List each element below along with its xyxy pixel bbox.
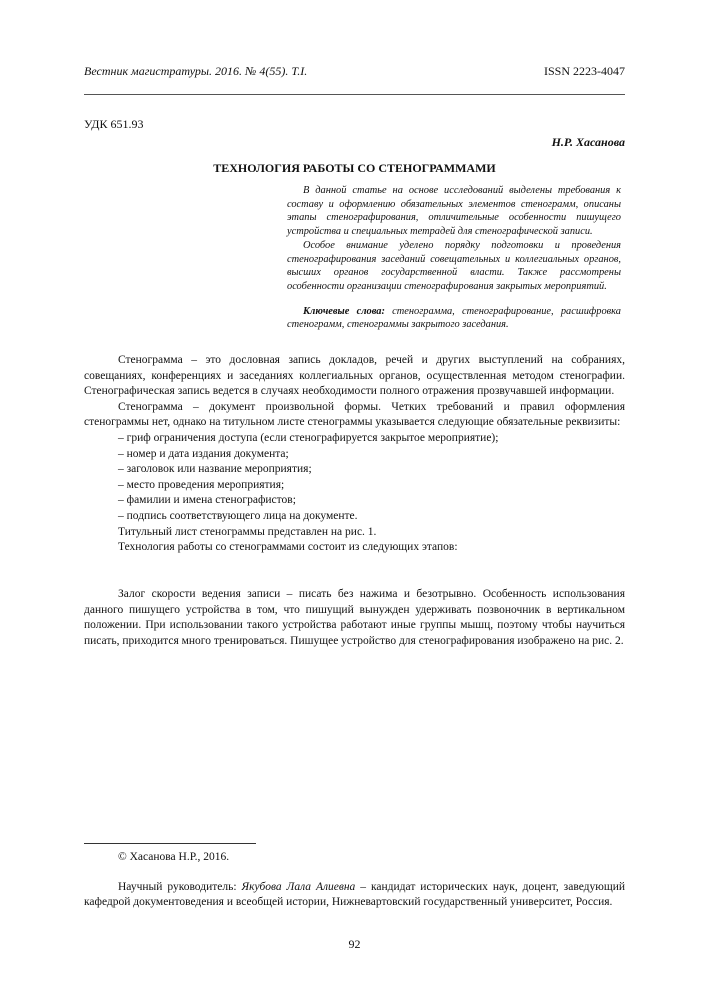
article-body <box>84 353 625 649</box>
advisor-name: Якубова Лала Алиевна <box>241 881 356 893</box>
body-paragraph: Стенограмма – это дословная запись докладов, речей и других выступлений на собраниях, совещаниях, конференциях и заседаниях коллегиальных органов, осуществленная методом стенографии. Стенографическая запись ведется в случаях необходимости полного отражения прозвучавшей информации. <box>84 354 625 398</box>
author-name: Н.Р. Хасанова <box>551 135 625 149</box>
body-paragraph <box>84 556 625 572</box>
keywords-list: стенограмма, стенографирование, расшифровка стенограмм, стенограммы закрытого заседания. <box>287 305 621 331</box>
header-rule <box>84 94 625 95</box>
footnote-rule <box>84 843 256 844</box>
udk-code: УДК 651.93 <box>84 117 144 131</box>
body-paragraph: Технология работы со стенограммами состоит из следующих этапов: <box>118 541 458 554</box>
abstract-paragraph-2: Особое внимание уделено порядку подготовки и проведения стенографирования заседаний совещательных и коллегиальных органов, высших органов государственной власти. Также рассмотрены особенности организации стенографирования закрытых мероприятий. <box>287 239 621 292</box>
list-item: – подпись соответствующего лица на документе. <box>118 509 358 522</box>
copyright-line: © Хасанова Н.Р., 2016. <box>118 851 230 863</box>
running-header <box>84 64 625 80</box>
journal-citation: Вестник магистратуры. 2016. № 4(55). Т.I. <box>84 64 308 78</box>
body-paragraph: Стенограмма – документ произвольной формы. Четких требований и правил оформления стенограммы нет, однако на титульном листе стенограммы указывается следующие обязательные реквизиты: <box>84 400 625 429</box>
article-title: ТЕХНОЛОГИЯ РАБОТЫ СО СТЕНОГРАММАМИ <box>213 161 496 175</box>
list-item: – заголовок или название мероприятия; <box>118 463 312 476</box>
body-paragraph: Титульный лист стенограммы представлен на рис. 1. <box>118 525 377 538</box>
advisor-label: Научный руководитель: <box>118 881 237 893</box>
advisor-details: – кандидат исторических наук, доцент, заведующий кафедрой документоведения и всеобщей истории, Нижневартовский государственный университет, Россия. <box>84 881 626 909</box>
body-paragraph: Залог скорости ведения записи – писать без нажима и безотрывно. Особенность использования данного пишущего устройства в том, что пишущий вынужден удерживать позвоночник в вертикальном положении. При использовании такого устройства работают иные группы мышц, поэтому чтобы научиться писать, приходится много тренироваться. Пишущее устройство для стенографирования изображено на рис. 2. <box>84 587 625 647</box>
list-item: – фамилии и имена стенографистов; <box>118 494 296 507</box>
page-number: 92 <box>348 937 361 951</box>
keywords-label: Ключевые слова: <box>303 305 385 317</box>
list-item: – место проведения мероприятия; <box>118 478 285 491</box>
list-item: – номер и дата издания документа; <box>118 447 289 460</box>
advisor-note <box>84 880 625 911</box>
list-item: – гриф ограничения доступа (если стенографируется закрытое мероприятие); <box>118 431 499 444</box>
abstract-paragraph-1: В данной статье на основе исследований выделены требования к составу и оформлению обязательных элементов стенограмм, описаны этапы стенографирования, отличительные особенности пишущего устройства и специальных тетрадей для стенографической записи. <box>287 185 621 238</box>
keywords <box>287 305 621 332</box>
issn: ISSN 2223-4047 <box>543 64 625 78</box>
abstract <box>287 184 621 332</box>
body-paragraph <box>84 571 625 587</box>
